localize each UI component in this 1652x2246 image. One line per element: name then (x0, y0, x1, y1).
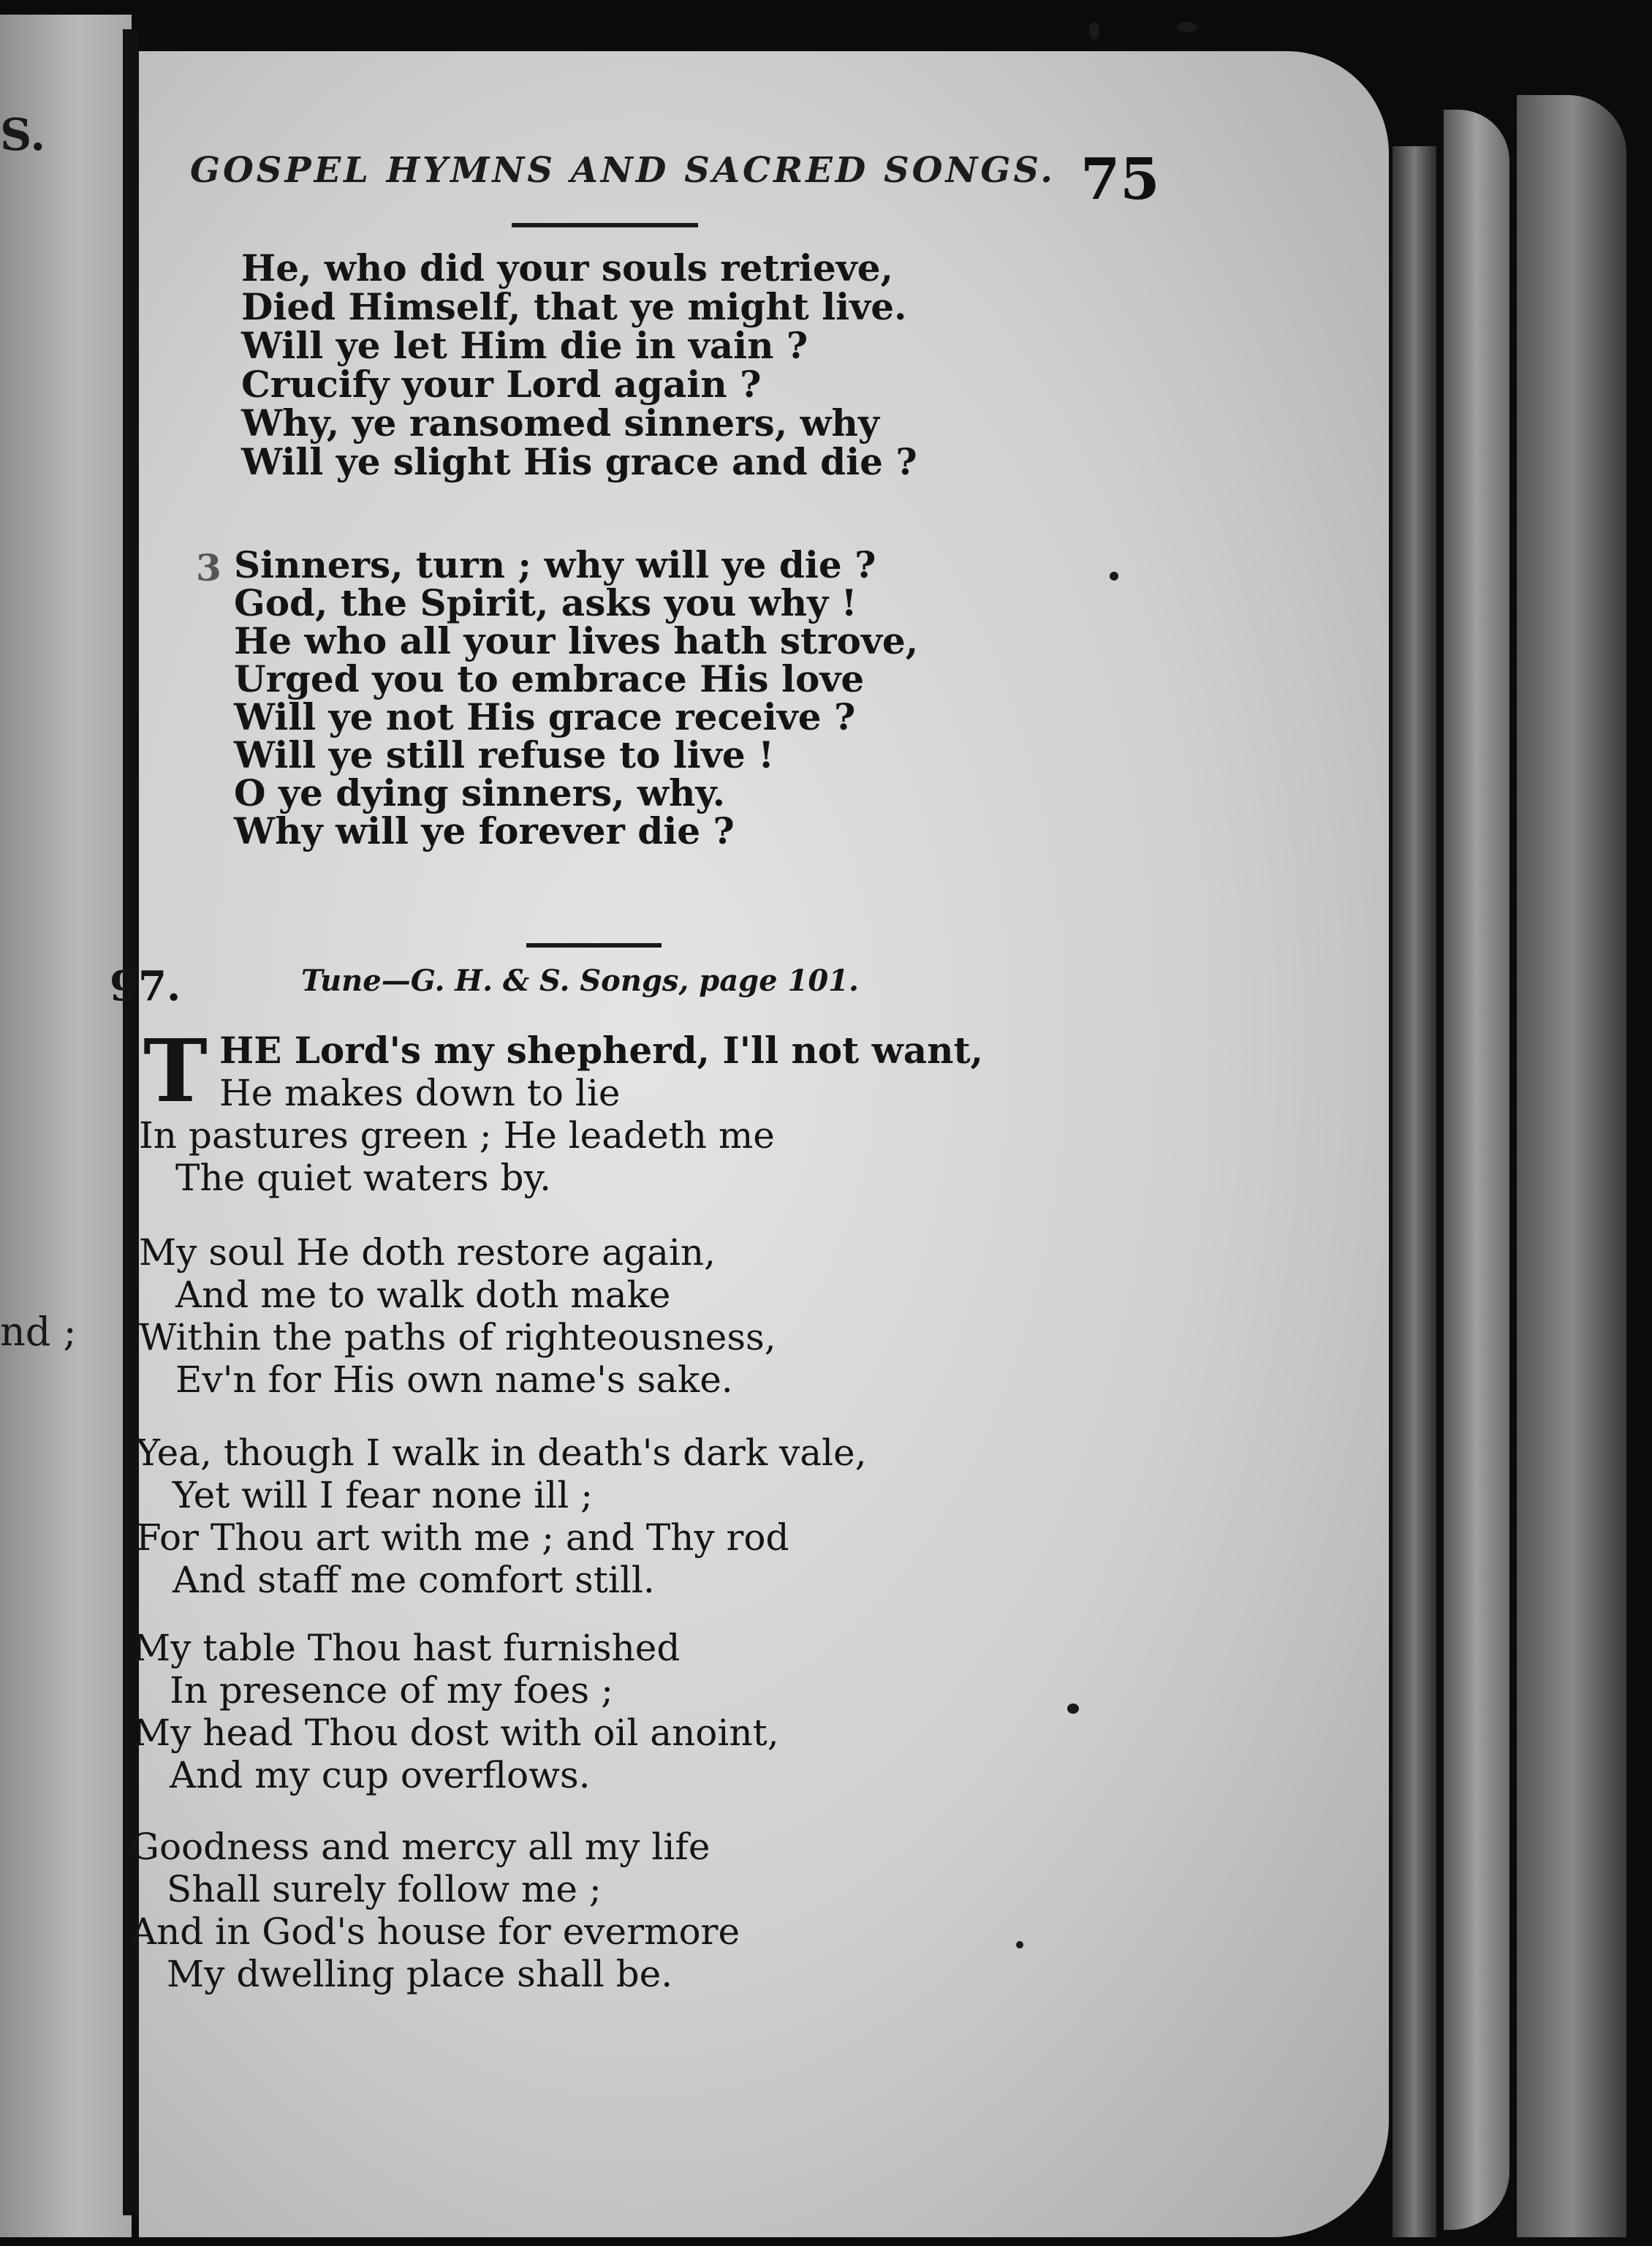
verse-line: And in God's house for evermore (130, 1910, 740, 1953)
verse-line: My head Thou dost with oil anoint, (133, 1712, 779, 1754)
verse-line: Within the paths of righteousness, (139, 1316, 776, 1358)
separator-rule (512, 223, 698, 227)
verse-line: He who all your lives hath strove, (234, 619, 919, 662)
verse-line: Will ye still refuse to live ! (234, 733, 775, 776)
verse-line: In pastures green ; He leadeth me (139, 1114, 775, 1157)
page-number: 75 (1080, 146, 1160, 213)
verse-line: Shall surely follow me ; (167, 1868, 602, 1910)
verse-line: And my cup overflows. (170, 1754, 591, 1796)
ink-speck (1067, 1704, 1079, 1714)
verse-line: Will ye slight His grace and die ? (241, 440, 917, 483)
ink-speck (1089, 22, 1099, 39)
verse-line: Goodness and mercy all my life (130, 1826, 711, 1868)
hymn-stanza (139, 1231, 776, 1401)
page-edge (1517, 95, 1626, 2237)
verse-line: Urged you to embrace His love (234, 657, 865, 700)
verse-line: God, the Spirit, asks you why ! (234, 581, 857, 624)
drop-cap: T (143, 1020, 208, 1122)
ink-speck (1110, 572, 1118, 581)
hymn-stanza (133, 1627, 779, 1796)
verse-line: Yea, though I walk in death's dark vale, (136, 1432, 867, 1474)
verse-line: In presence of my foes ; (170, 1669, 613, 1712)
verse-line: My table Thou hast furnished (133, 1627, 681, 1669)
verse-line: Yet will I fear none ill ; (173, 1474, 593, 1516)
stanza-continued (241, 246, 917, 483)
verse-line: My dwelling place shall be. (167, 1953, 673, 1995)
hymn-stanza (130, 1826, 740, 1995)
verse-line: Will ye let Him die in vain ? (241, 324, 808, 367)
page-edge (1444, 110, 1509, 2230)
verse-line: My soul He doth restore again, (139, 1231, 716, 1274)
separator-rule (526, 943, 662, 948)
verse-line: And staff me comfort still. (173, 1559, 655, 1601)
verse-line: He, who did your souls retrieve, (241, 246, 893, 290)
page-edge (1393, 146, 1436, 2237)
running-head: GOSPEL HYMNS AND SACRED SONGS. (190, 150, 1056, 191)
verse-line: O ye dying sinners, why. (234, 771, 726, 814)
tune-reference: Tune—G. H. & S. Songs, page 101. (301, 964, 859, 998)
facing-page-text-fragment: nd ; (0, 1309, 77, 1355)
verse-line: Crucify your Lord again ? (241, 363, 762, 406)
verse-line: Died Himself, that ye might live. (241, 285, 907, 328)
verse-line: Why, ye ransomed sinners, why (241, 401, 879, 445)
verse-line: The quiet waters by. (175, 1157, 552, 1199)
verse-line: Sinners, turn ; why will ye die ? (234, 543, 876, 586)
hymn-number: 97. (110, 962, 181, 1010)
verse-line: He makes down to lie (219, 1072, 621, 1114)
stanza-3 (234, 543, 919, 852)
stanza-number: 3 (196, 546, 221, 589)
ink-speck (1177, 22, 1197, 32)
verse-line: Ev'n for His own name's sake. (175, 1358, 733, 1401)
hymn-stanza (139, 1020, 983, 1199)
verse-line: Why will ye forever die ? (234, 809, 735, 852)
hymn-stanza (136, 1432, 867, 1601)
verse-line: And me to walk doth make (175, 1274, 671, 1316)
facing-page-fragment (0, 15, 132, 2237)
verse-line: Will ye not His grace receive ? (234, 695, 856, 738)
verse-line: For Thou art with me ; and Thy rod (136, 1516, 789, 1559)
ink-speck (1016, 1941, 1023, 1948)
facing-page-text-fragment: S. (0, 110, 46, 161)
verse-line: HE Lord's my shepherd, I'll not want, (219, 1029, 983, 1072)
